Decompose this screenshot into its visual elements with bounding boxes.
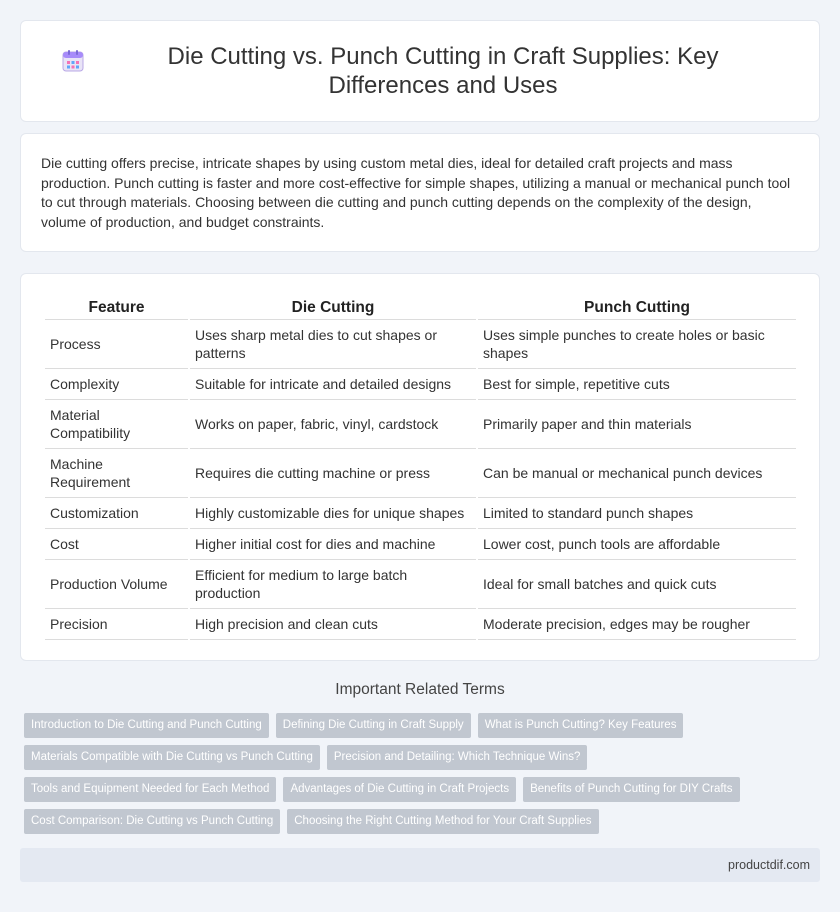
die-cutting-cell: Requires die cutting machine or press: [190, 449, 476, 498]
table-row: [45, 320, 796, 369]
tag-link[interactable]: Precision and Detailing: Which Technique Wins?: [327, 745, 588, 770]
punch-cutting-cell: Best for simple, repetitive cuts: [478, 369, 796, 400]
related-tags: [24, 713, 794, 841]
die-cutting-cell: Suitable for intricate and detailed designs: [190, 369, 476, 400]
feature-cell: Customization: [45, 498, 188, 529]
table-row: [45, 529, 796, 560]
feature-cell: Material Compatibility: [45, 400, 188, 449]
table-header-row: [45, 296, 796, 320]
related-terms-section: [20, 681, 820, 699]
punch-cutting-cell: Moderate precision, edges may be rougher: [478, 609, 796, 640]
column-header-die-cutting: Die Cutting: [190, 296, 476, 320]
tag-row: [24, 809, 794, 834]
die-cutting-cell: Higher initial cost for dies and machine: [190, 529, 476, 560]
tag-link[interactable]: Choosing the Right Cutting Method for Your Craft Supplies: [287, 809, 598, 834]
tag-link[interactable]: Defining Die Cutting in Craft Supply: [276, 713, 471, 738]
table-row: [45, 498, 796, 529]
comparison-card: [20, 273, 820, 661]
calendar-icon: [60, 48, 86, 74]
intro-text: Die cutting offers precise, intricate shapes by using custom metal dies, ideal for detailed craft projects and mass production. Punch cutting is faster and more cost-effective for simple shapes, utilizing a manual or mechanical punch tool to cut through materials. Choosing between die cutting and punch cutting depends on the complexity of the design, volume of production, and budget constraints.: [41, 155, 791, 230]
die-cutting-cell: Efficient for medium to large batch production: [190, 560, 476, 609]
punch-cutting-cell: Limited to standard punch shapes: [478, 498, 796, 529]
footer-site-link[interactable]: productdif.com: [728, 858, 810, 872]
table-row: [45, 609, 796, 640]
tag-link[interactable]: Introduction to Die Cutting and Punch Cutting: [24, 713, 269, 738]
punch-cutting-cell: Can be manual or mechanical punch devices: [478, 449, 796, 498]
tag-link[interactable]: Materials Compatible with Die Cutting vs Punch Cutting: [24, 745, 320, 770]
tag-row: [24, 713, 794, 738]
die-cutting-cell: High precision and clean cuts: [190, 609, 476, 640]
feature-cell: Complexity: [45, 369, 188, 400]
header-card: [20, 20, 820, 122]
table-row: [45, 400, 796, 449]
feature-cell: Production Volume: [45, 560, 188, 609]
punch-cutting-cell: Uses simple punches to create holes or basic shapes: [478, 320, 796, 369]
die-cutting-cell: Works on paper, fabric, vinyl, cardstock: [190, 400, 476, 449]
feature-cell: Process: [45, 320, 188, 369]
tag-link[interactable]: Cost Comparison: Die Cutting vs Punch Cutting: [24, 809, 280, 834]
tag-link[interactable]: Advantages of Die Cutting in Craft Projects: [283, 777, 516, 802]
feature-cell: Machine Requirement: [45, 449, 188, 498]
table-row: [45, 560, 796, 609]
punch-cutting-cell: Lower cost, punch tools are affordable: [478, 529, 796, 560]
punch-cutting-cell: Primarily paper and thin materials: [478, 400, 796, 449]
table-row: [45, 449, 796, 498]
intro-card: [20, 133, 820, 252]
die-cutting-cell: Highly customizable dies for unique shapes: [190, 498, 476, 529]
tag-link[interactable]: Benefits of Punch Cutting for DIY Crafts: [523, 777, 739, 802]
tag-link[interactable]: What is Punch Cutting? Key Features: [478, 713, 684, 738]
footer: [20, 848, 820, 882]
table-row: [45, 369, 796, 400]
tag-row: [24, 745, 794, 770]
punch-cutting-cell: Ideal for small batches and quick cuts: [478, 560, 796, 609]
related-terms-heading: Important Related Terms: [335, 681, 505, 698]
tag-row: [24, 777, 794, 802]
feature-cell: Precision: [45, 609, 188, 640]
tag-link[interactable]: Tools and Equipment Needed for Each Method: [24, 777, 276, 802]
page-title: Die Cutting vs. Punch Cutting in Craft Supplies: Key Differences and Uses: [167, 43, 719, 99]
feature-cell: Cost: [45, 529, 188, 560]
die-cutting-cell: Uses sharp metal dies to cut shapes or patterns: [190, 320, 476, 369]
column-header-punch-cutting: Punch Cutting: [478, 296, 796, 320]
comparison-table: [43, 296, 798, 640]
column-header-feature: Feature: [45, 296, 188, 320]
